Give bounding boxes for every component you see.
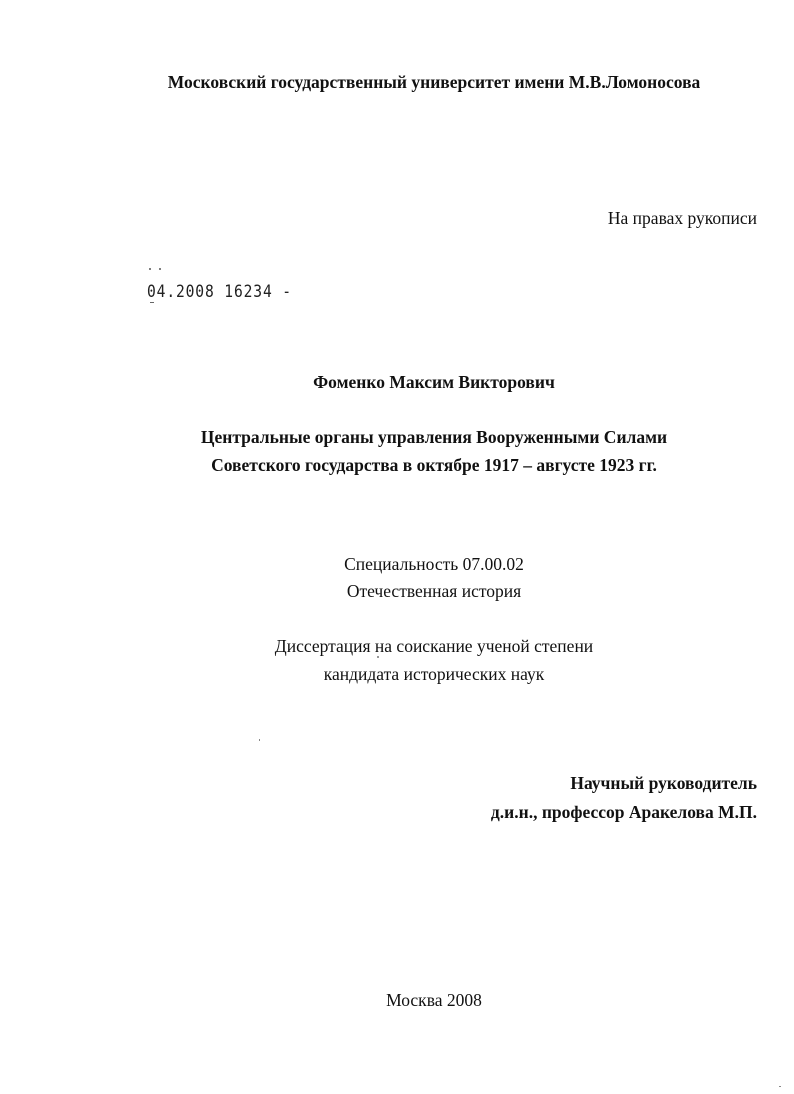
advisor-name: д.и.н., профессор Аракелова М.П. [490, 802, 757, 822]
scan-speck [377, 656, 379, 658]
university-name: Московский государственный университет имени М.В.Ломоносова [167, 72, 701, 92]
degree-line-2: кандидата исторических наук [323, 664, 545, 684]
dissertation-title-line-2: Советского государства в октябре 1917 – августе 1923 гг. [211, 455, 657, 475]
catalog-stamp: 04.2008 16234 - [147, 282, 292, 302]
author-name: Фоменко Максим Викторович [313, 372, 555, 392]
scan-speck [259, 739, 260, 741]
stamp-tick [150, 302, 154, 303]
degree-line-1: Диссертация на соискание ученой степени [274, 636, 594, 656]
rights-note: На правах рукописи [607, 208, 757, 228]
stamp-dots [149, 268, 163, 272]
city-year: Москва 2008 [386, 990, 482, 1010]
dissertation-title-line-1: Центральные органы управления Вооруженными Силами [200, 427, 668, 447]
specialty-name: Отечественная история [346, 581, 522, 601]
advisor-label: Научный руководитель [570, 773, 757, 793]
scan-speck [779, 1086, 781, 1087]
specialty-code: Специальность 07.00.02 [344, 554, 524, 574]
